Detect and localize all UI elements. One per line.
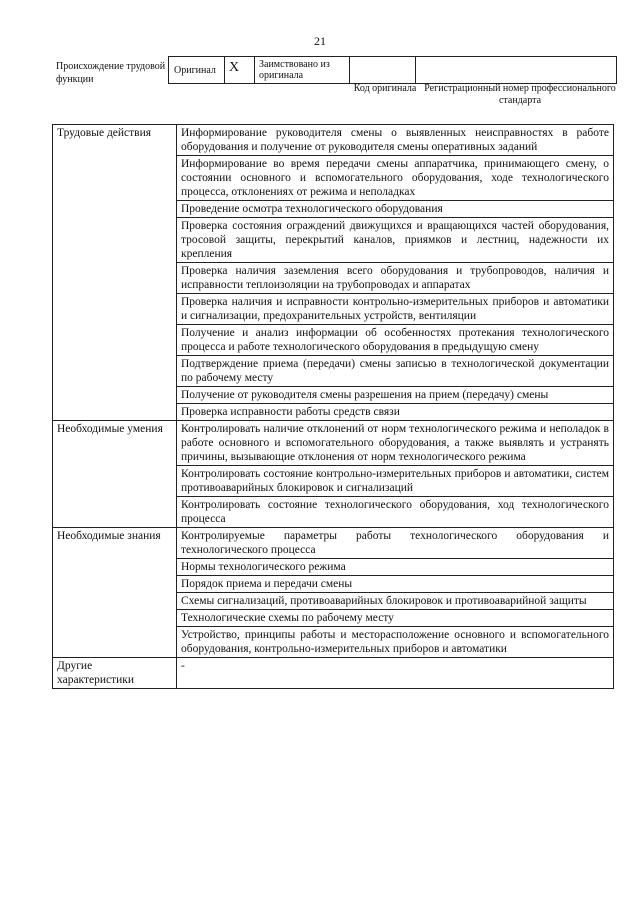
- table-row: [53, 658, 614, 689]
- section-item: Контролируемые параметры работы технологического оборудования и технологического процесса: [177, 528, 614, 559]
- table-row: [53, 528, 614, 559]
- code-caption: Код оригинала: [353, 83, 417, 94]
- origin-box: [168, 56, 617, 84]
- section-item: Получение и анализ информации об особенностях протекания технологического процесса и работе технологического оборудования в предыдущую смену: [177, 325, 614, 356]
- section-title: Необходимые знания: [53, 528, 177, 658]
- section-item: Проверка исправности работы средств связи: [177, 404, 614, 421]
- section-item: Технологические схемы по рабочему месту: [177, 610, 614, 627]
- section-item: Получение от руководителя смены разрешения на прием (передачу) смены: [177, 387, 614, 404]
- original-cell: Оригинал: [169, 57, 225, 83]
- section-item: Подтверждение приема (передачи) смены записью в технологической документации по рабочему месту: [177, 356, 614, 387]
- table-row: [53, 125, 614, 156]
- section-item: Информирование во время передачи смены аппаратчика, принимающего смену, о состоянии основного и вспомогательного оборудования, ходе технологического процесса, отклонениях от режима и неполадках: [177, 156, 614, 201]
- origin-label: Происхождение трудовой функции: [56, 61, 166, 85]
- section-item: Контролировать состояние контрольно-измерительных приборов и автоматики, систем противоаварийных блокировок и сигнализаций: [177, 466, 614, 497]
- borrowed-cell: Заимствовано из оригинала: [255, 57, 350, 83]
- page-number: 21: [314, 34, 326, 48]
- section-title: Трудовые действия: [53, 125, 177, 421]
- section-title: Другие характеристики: [53, 658, 177, 689]
- code-cell: [350, 57, 416, 83]
- table-row: [53, 421, 614, 466]
- section-item: -: [177, 658, 614, 689]
- reg-caption: Регистрационный номер профессионального стандарта: [424, 83, 616, 106]
- section-item: Проверка наличия и исправности контрольно-измерительных приборов и автоматики и сигнализации, предохранительных устройств, вентиляции: [177, 294, 614, 325]
- section-item: Порядок приема и передачи смены: [177, 576, 614, 593]
- section-item: Проверка наличия заземления всего оборудования и трубопроводов, наличия и исправности теплоизоляции на трубопроводах и аппаратах: [177, 263, 614, 294]
- section-item: Схемы сигнализаций, противоаварийных блокировок и противоаварийной защиты: [177, 593, 614, 610]
- section-title: Необходимые умения: [53, 421, 177, 528]
- section-item: Контролировать состояние технологического оборудования, ход технологического процесса: [177, 497, 614, 528]
- original-mark: X: [225, 57, 255, 83]
- section-item: Устройство, принципы работы и месторасположение основного и вспомогательного оборудования, контрольно-измерительных приборов и автоматики: [177, 627, 614, 658]
- section-item: Проведение осмотра технологического оборудования: [177, 201, 614, 218]
- function-table: [52, 124, 614, 689]
- section-item: Нормы технологического режима: [177, 559, 614, 576]
- section-item: Информирование руководителя смены о выявленных неисправностях в работе оборудования и получение от руководителя смены оперативных заданий: [177, 125, 614, 156]
- section-item: Проверка состояния ограждений движущихся и вращающихся частей оборудования, тросовой защиты, перекрытий каналов, приямков и лестниц, надежности их крепления: [177, 218, 614, 263]
- section-item: Контролировать наличие отклонений от норм технологического режима и неполадок в работе основного и вспомогательного оборудования, а также выявлять и устранять причины, вызывающие отклонения от норм технологического режима: [177, 421, 614, 466]
- reg-number-cell: [416, 57, 616, 83]
